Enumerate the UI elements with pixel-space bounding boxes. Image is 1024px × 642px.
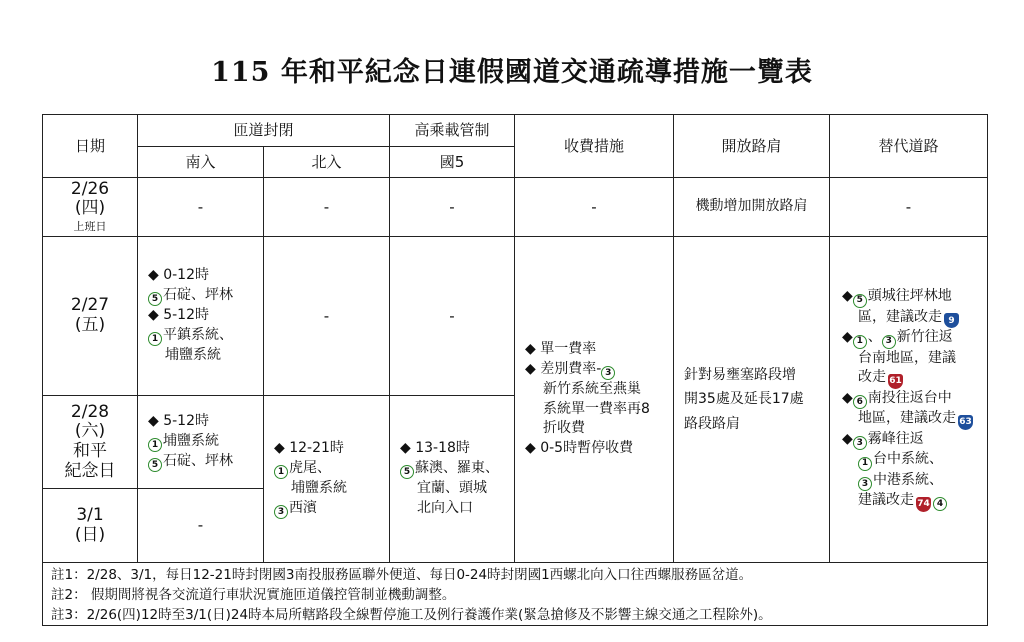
dash-text: - bbox=[449, 197, 455, 216]
date-2-27: 2/27 bbox=[70, 295, 110, 316]
freeway-shield-icon: 1 bbox=[148, 332, 162, 346]
hov-line2 bbox=[400, 459, 499, 479]
footnotes bbox=[42, 562, 988, 626]
shoulder-2-26 bbox=[673, 177, 830, 237]
alt-line1: ◆ 5 頭城往坪林地 bbox=[842, 287, 973, 307]
freeway-shield-icon: 5 bbox=[148, 458, 162, 472]
freeway-shield-icon: 3 bbox=[853, 436, 867, 450]
note-3: 註3：2/26(四)12時至3/1(日)24時本局所轄路段全線暫停施工及例行養護作業(緊急搶修及不影響主線交通之工程除外)。 bbox=[51, 607, 772, 623]
header-north-label: 北入 bbox=[311, 152, 342, 171]
alt-line6: ◆ 6 南投往返台中 bbox=[842, 389, 973, 409]
south-2-27 bbox=[137, 236, 264, 396]
toll-2-27-3-1 bbox=[514, 236, 674, 563]
hov-line2-text: 蘇澳、羅東、 bbox=[415, 460, 499, 477]
workday-note: 上班日 bbox=[73, 219, 107, 233]
north-2-26 bbox=[263, 177, 390, 237]
holiday-name-2: 紀念日 bbox=[64, 460, 116, 481]
south-3-1 bbox=[137, 488, 264, 563]
weekday-2-28: (六) bbox=[74, 421, 106, 442]
freeway-shield-icon: 5 bbox=[400, 465, 414, 479]
alt-line7 bbox=[842, 409, 973, 430]
south-228-line1: ◆ 5-12時 bbox=[148, 412, 209, 429]
south-228-line2 bbox=[148, 432, 233, 452]
alt-line3: ◆ 1 、 3 新竹往返 bbox=[842, 328, 973, 348]
header-south-label: 南入 bbox=[185, 152, 216, 171]
freeway-shield-icon: 3 bbox=[858, 477, 872, 491]
alt-line9-text: 台中系統、 bbox=[873, 451, 943, 468]
page-title: 115 年和平紀念日連假國道交通疏導措施一覽表 bbox=[211, 57, 813, 88]
header-south-entry bbox=[137, 146, 264, 178]
header-hov-road bbox=[389, 146, 515, 178]
date-cell-3-1 bbox=[42, 488, 138, 563]
traffic-table bbox=[42, 114, 988, 626]
north-line1: ◆ 12-21時 bbox=[274, 440, 344, 457]
north-line2 bbox=[274, 459, 347, 479]
south-2-26 bbox=[137, 177, 264, 237]
alt-2-27-3-1 bbox=[829, 236, 988, 563]
holiday-name-1: 和平 bbox=[73, 441, 107, 461]
south-227-line2 bbox=[148, 286, 233, 306]
shoulder-2-27-3-1 bbox=[673, 236, 830, 563]
date-2-28: 2/28 bbox=[70, 401, 110, 422]
shoulder-line2: 開35處及延長17處 bbox=[684, 391, 804, 408]
date-cell-2-26 bbox=[42, 177, 138, 237]
toll-2-26 bbox=[514, 177, 674, 237]
north-line3: 埔鹽系統 bbox=[291, 480, 347, 496]
alt-line5 bbox=[842, 368, 973, 389]
freeway-shield-icon: 3 bbox=[601, 366, 615, 380]
note-1: 註1：2/28、3/1，每日12-21時封閉國3南投服務區聯外便道、每日0-24時封閉國1西螺北向入口往西螺服務區岔道。 bbox=[51, 567, 753, 583]
hov-2-26 bbox=[389, 177, 515, 237]
weekday-2-26: (四) bbox=[74, 198, 106, 219]
south-228-line3 bbox=[148, 452, 233, 472]
dash-text: - bbox=[197, 516, 204, 534]
alt-line8: ◆ 3 霧峰往返 bbox=[842, 430, 973, 450]
south-227-line1: ◆ 0-12時 bbox=[148, 267, 209, 284]
shoulder-2-26-text: 機動增加開放路肩 bbox=[695, 198, 808, 215]
toll-line6: ◆ 0-5時暫停收費 bbox=[525, 440, 634, 457]
north-line2-text: 虎尾、 bbox=[289, 459, 331, 476]
header-date bbox=[42, 114, 138, 178]
alt-line8-text: 霧峰往返 bbox=[867, 431, 924, 448]
dash-text: - bbox=[905, 197, 912, 216]
header-shoulder bbox=[673, 114, 830, 178]
header-date-label: 日期 bbox=[74, 136, 105, 155]
south-227-line5: 埔鹽系統 bbox=[165, 347, 221, 364]
note-2: 註2： 假期間將視各交流道行車狀況實施匝道儀控管制並機動調整。 bbox=[51, 587, 456, 603]
provincial-route-icon: 74 bbox=[916, 497, 931, 512]
hov-2-28-3-1 bbox=[389, 395, 515, 563]
north-line4 bbox=[274, 499, 347, 519]
freeway-shield-icon: 6 bbox=[853, 395, 867, 409]
header-alt-road bbox=[829, 114, 988, 178]
toll-line4: 系統單一費率再8 bbox=[543, 400, 650, 417]
date-2-26: 2/26 bbox=[70, 178, 110, 199]
header-ramp-label: 匝道封閉 bbox=[233, 121, 294, 139]
south-227-line3: ◆ 5-12時 bbox=[148, 307, 209, 324]
toll-line1: ◆ 單一費率 bbox=[525, 341, 597, 358]
dash-text: - bbox=[197, 197, 204, 216]
south-227-line4-text: 平鎮系統、 bbox=[163, 326, 233, 343]
header-hov-label: 高乘載管制 bbox=[414, 121, 490, 139]
header-toll-label: 收費措施 bbox=[563, 136, 624, 155]
north-2-27 bbox=[263, 236, 390, 396]
alt-line10 bbox=[842, 471, 973, 491]
south-2-28 bbox=[137, 395, 264, 489]
toll-line3: 新竹系統至燕巢 bbox=[543, 381, 641, 398]
header-north-entry bbox=[263, 146, 390, 178]
toll-line5: 折收費 bbox=[543, 420, 585, 437]
alt-line11 bbox=[842, 491, 973, 512]
header-toll bbox=[514, 114, 674, 178]
alt-line3-text: 新竹往返 bbox=[896, 329, 953, 346]
south-227-line2-text: 石碇、坪林 bbox=[163, 286, 233, 303]
freeway-shield-icon: 4 bbox=[933, 497, 947, 511]
freeway-shield-icon: 1 bbox=[274, 465, 288, 479]
hov-line4: 北向入口 bbox=[417, 499, 473, 516]
dash-text: - bbox=[591, 197, 597, 216]
alt-line10-text: 中港系統、 bbox=[873, 471, 943, 488]
alt-line5-text: 改走 bbox=[858, 369, 886, 386]
alt-line2 bbox=[842, 308, 973, 329]
freeway-shield-icon: 1 bbox=[148, 438, 162, 452]
toll-line2-text: ◆ 差別費率- bbox=[525, 360, 602, 377]
south-228-line3-text: 石碇、坪林 bbox=[163, 452, 233, 469]
header-ramp-closure bbox=[137, 114, 390, 147]
alt-line7-text: 地區，建議改走 bbox=[858, 410, 956, 427]
alt-2-26 bbox=[829, 177, 988, 237]
dash-text: - bbox=[323, 197, 330, 216]
alt-line11-text: 建議改走 bbox=[858, 491, 914, 508]
south-227-line4 bbox=[148, 326, 233, 346]
freeway-shield-icon: 1 bbox=[858, 457, 872, 471]
hov-line1: ◆ 13-18時 bbox=[400, 440, 470, 457]
header-hov-road-label: 國5 bbox=[439, 152, 465, 171]
alt-line6-text: 南投往返台中 bbox=[867, 390, 952, 406]
date-cell-2-28 bbox=[42, 395, 138, 489]
date-3-1: 3/1 bbox=[76, 504, 104, 525]
provincial-route-icon: 9 bbox=[944, 313, 959, 328]
date-cell-2-27 bbox=[42, 236, 138, 396]
alt-line9 bbox=[842, 450, 973, 470]
shoulder-line1: 針對易壅塞路段增 bbox=[684, 366, 796, 383]
header-hov-control bbox=[389, 114, 515, 147]
alt-line2-text: 區，建議改走 bbox=[858, 308, 942, 325]
shoulder-line3: 路段路肩 bbox=[684, 415, 740, 432]
hov-line3: 宜蘭、頭城 bbox=[417, 480, 487, 497]
alt-line4: 台南地區，建議 bbox=[858, 349, 956, 366]
south-228-line2-text: 埔鹽系統 bbox=[163, 432, 219, 449]
freeway-shield-icon: 3 bbox=[274, 505, 288, 519]
weekday-3-1: (日) bbox=[74, 524, 106, 545]
header-alt-label: 替代道路 bbox=[878, 136, 939, 155]
weekday-2-27: (五) bbox=[74, 315, 106, 335]
provincial-route-icon: 63 bbox=[958, 415, 973, 430]
dash-text: - bbox=[449, 306, 455, 325]
provincial-route-icon: 61 bbox=[888, 374, 903, 389]
hov-2-27 bbox=[389, 236, 515, 396]
alt-line1-text: 頭城往坪林地 bbox=[867, 288, 952, 305]
north-2-28-3-1 bbox=[263, 395, 390, 563]
freeway-shield-icon: 1 bbox=[853, 335, 867, 349]
freeway-shield-icon: 5 bbox=[853, 294, 867, 308]
freeway-shield-icon: 5 bbox=[148, 292, 162, 306]
dash-text: - bbox=[323, 306, 330, 325]
north-line4-text: 西濱 bbox=[289, 499, 317, 516]
freeway-shield-icon: 3 bbox=[882, 335, 896, 349]
toll-line2 bbox=[525, 360, 650, 380]
header-shoulder-label: 開放路肩 bbox=[721, 136, 782, 155]
